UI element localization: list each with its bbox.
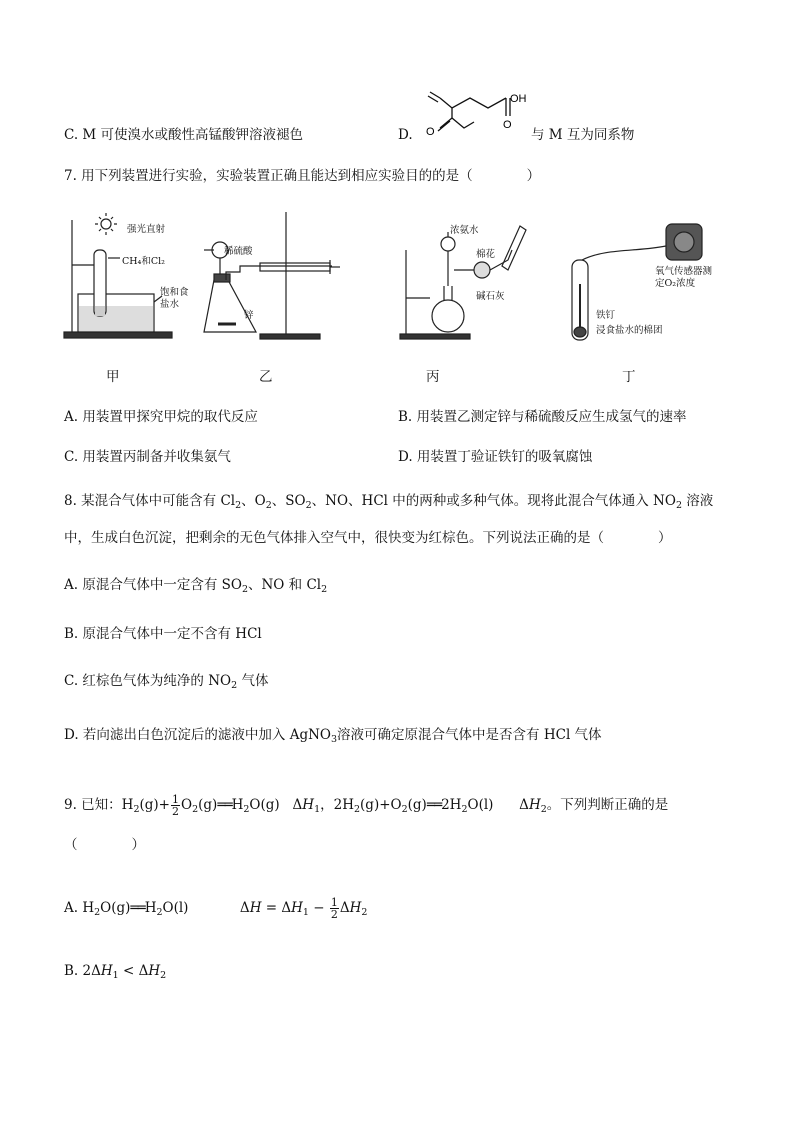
label-zinc: 锌: [244, 310, 254, 321]
q8-option-d: D. 若向滤出白色沉淀后的滤液中加入 AgNO$_3$溶液可确定原混合气体中是否含有 HCl 气体: [64, 727, 602, 745]
q6-option-d-prefix: D.: [398, 127, 413, 143]
q9-option-b: B. $2\Delta H_1 < \Delta H_2$: [64, 963, 167, 981]
label-cotton: 棉花: [476, 249, 496, 260]
apparatus-yi: [200, 208, 340, 343]
fig-label-yi: 乙: [259, 369, 273, 385]
q9-stem: 9. 已知：$H_2(g)+$ $\frac{1}{2}$ $O_2(g)══H_2O(g)$ $\Delta H_1$，$2H_2(g)+O_2(g)══2H_2O(l)$ $\Delta H_2$。下列判断正确的是: [64, 793, 669, 818]
q7-option-c: C. 用装置丙制备并收集氨气: [64, 449, 231, 465]
label-cotton-salt: 浸食盐水的棉团: [596, 325, 663, 336]
label-o2-sensor: 氧气传感器测定O₂浓度: [655, 266, 713, 289]
label-saturated-salt: 饱和食盐水: [160, 287, 189, 310]
q6-option-c: C. M 可使溴水或酸性高锰酸钾溶液褪色: [64, 127, 304, 143]
label-iron-nail: 铁钉: [596, 310, 616, 321]
fig-label-bing: 丙: [426, 369, 440, 385]
fig-label-jia: 甲: [106, 369, 120, 385]
q6-option-d-suffix: 与 M 互为同系物: [531, 127, 635, 143]
q6-structure-formula: [412, 88, 532, 148]
label-ch4-cl2: CH₄和Cl₂: [122, 256, 165, 267]
q7-option-b: B. 用装置乙测定锌与稀硫酸反应生成氢气的速率: [398, 409, 687, 425]
q8-option-a: A. 原混合气体中一定含有 $SO_2$、NO 和 $Cl_2$: [64, 577, 328, 595]
struct-oh: OH: [510, 93, 527, 105]
q9-option-a: A. $H_2O(g)══H_2O(l)$ $\Delta H = \Delta H_1$ − $\frac{1}{2}$ $\Delta H_2$: [64, 896, 368, 921]
struct-o-acid: O: [503, 119, 512, 131]
label-conc-ammonia: 浓氨水: [450, 225, 479, 236]
fig-label-ding: 丁: [622, 369, 636, 385]
q9-answer-paren: （ ）: [64, 837, 145, 853]
q7-option-d: D. 用装置丁验证铁钉的吸氧腐蚀: [398, 449, 593, 465]
q7-option-a: A. 用装置甲探究甲烷的取代反应: [64, 409, 258, 425]
label-dilute-acid: 稀硫酸: [224, 246, 253, 257]
q8-option-c: C. 红棕色气体为纯净的 $NO_2$ 气体: [64, 673, 269, 691]
q8-option-b: B. 原混合气体中一定不含有 HCl: [64, 626, 262, 642]
q7-stem: 7. 用下列装置进行实验，实验装置正确且能达到相应实验目的的是（ ）: [64, 168, 541, 184]
q8-stem-line2: 中，生成白色沉淀，把剩余的无色气体排入空气中，很快变为红棕色。下列说法正确的是（ ）: [64, 530, 672, 546]
struct-o-ketone: O: [426, 126, 435, 138]
label-soda-lime: 碱石灰: [476, 291, 505, 302]
label-strong-light: 强光直射: [127, 224, 166, 235]
q8-stem-line1: 8. 某混合气体中可能含有 $Cl_2$、$O_2$、$SO_2$、NO、HCl 中的两种或多种气体。现将此混合气体通入 $NO_2$ 溶液: [64, 493, 714, 511]
